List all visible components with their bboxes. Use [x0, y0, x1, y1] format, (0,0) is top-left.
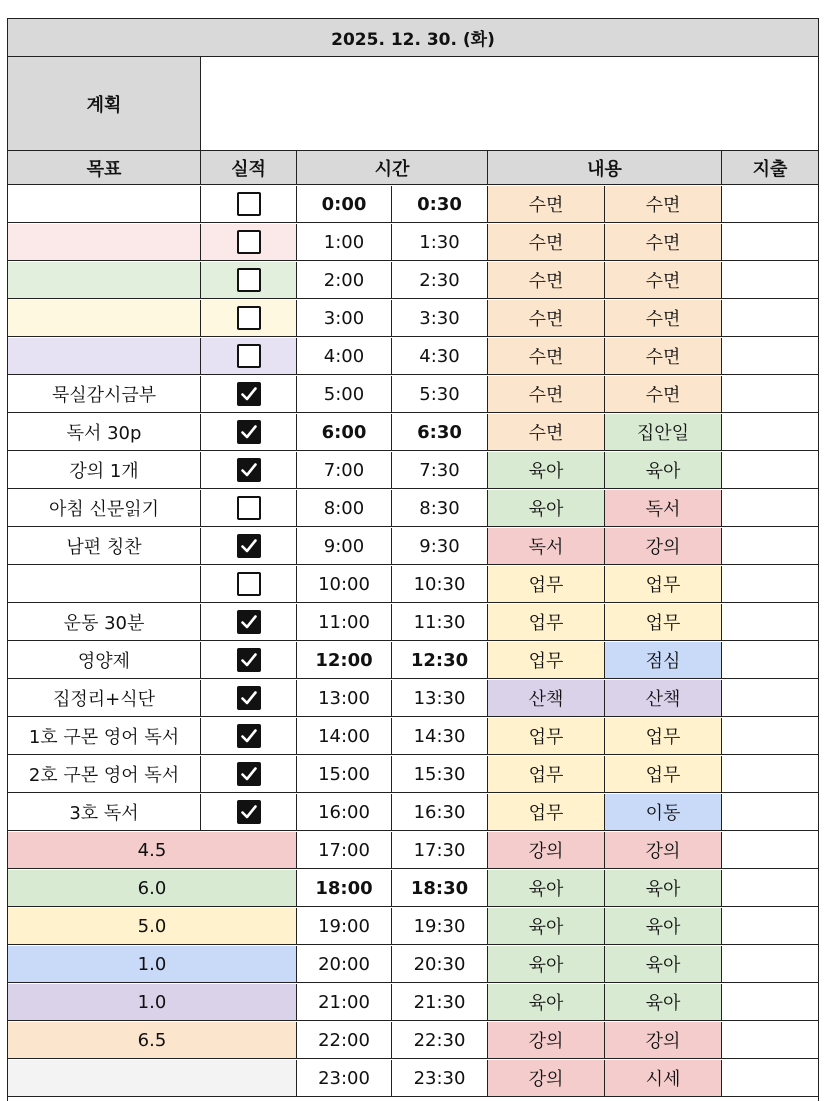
activity-cell-second[interactable]: 강의: [605, 528, 722, 564]
time-half-cell: 4:30: [392, 338, 488, 374]
expense-cell[interactable]: [722, 946, 818, 982]
expense-cell[interactable]: [722, 376, 818, 412]
schedule-row: [8, 262, 818, 299]
schedule-row: [8, 718, 818, 755]
goal-cell[interactable]: 영양제: [8, 642, 201, 678]
activity-cell-first[interactable]: 업무: [488, 756, 605, 792]
checked-checkbox[interactable]: [237, 686, 261, 710]
schedule-row: [8, 794, 818, 831]
expense-cell[interactable]: [722, 680, 818, 716]
expense-cell[interactable]: [722, 528, 818, 564]
activity-cell-first[interactable]: 산책: [488, 680, 605, 716]
checked-checkbox[interactable]: [237, 762, 261, 786]
goal-cell[interactable]: [8, 566, 201, 602]
result-column-header: 실적: [201, 151, 297, 185]
time-start-cell: 9:00: [297, 528, 392, 564]
activity-cell-second[interactable]: 강의: [605, 1022, 722, 1058]
date-header: 2025. 12. 30. (화): [8, 19, 818, 57]
schedule-row: [8, 414, 818, 451]
goal-cell[interactable]: 아침 신문읽기: [8, 490, 201, 526]
checked-checkbox[interactable]: [237, 724, 261, 748]
expense-column-header: 지출: [722, 151, 818, 185]
schedule-row: [8, 528, 818, 565]
expense-cell[interactable]: [722, 642, 818, 678]
activity-cell-first[interactable]: 업무: [488, 604, 605, 640]
result-cell: [201, 262, 297, 298]
result-cell: [201, 604, 297, 640]
time-half-cell: 7:30: [392, 452, 488, 488]
time-column-header: 시간: [297, 151, 488, 185]
unchecked-checkbox[interactable]: [237, 496, 261, 520]
result-cell: [201, 756, 297, 792]
category-hours-cell: 4.5: [8, 832, 297, 868]
time-half-cell: 13:30: [392, 680, 488, 716]
activity-cell-second[interactable]: 수면: [605, 300, 722, 336]
schedule-row: [8, 338, 818, 375]
activity-cell-second[interactable]: 이동: [605, 794, 722, 830]
time-start-cell: 13:00: [297, 680, 392, 716]
time-half-cell: 17:30: [392, 832, 488, 868]
result-cell: [201, 338, 297, 374]
activity-cell-first[interactable]: 업무: [488, 566, 605, 602]
activity-cell-second[interactable]: 시세: [605, 1060, 722, 1096]
plan-label: 계획: [8, 57, 201, 151]
activity-cell-second[interactable]: 강의: [605, 832, 722, 868]
schedule-row: [8, 756, 818, 793]
activity-cell-second[interactable]: 업무: [605, 604, 722, 640]
summary-row: [8, 832, 818, 869]
goal-cell[interactable]: 3호 독서: [8, 794, 201, 830]
checked-checkbox[interactable]: [237, 420, 261, 444]
result-cell: [201, 680, 297, 716]
expense-cell[interactable]: [722, 1060, 818, 1096]
time-half-cell: 23:30: [392, 1060, 488, 1096]
time-start-cell: 17:00: [297, 832, 392, 868]
activity-cell-first[interactable]: 강의: [488, 832, 605, 868]
activity-cell-first[interactable]: 수면: [488, 186, 605, 222]
activity-cell-second[interactable]: 산책: [605, 680, 722, 716]
activity-cell-second[interactable]: 업무: [605, 756, 722, 792]
activity-cell-first[interactable]: 수면: [488, 224, 605, 260]
summary-row: [8, 1022, 818, 1059]
goal-cell[interactable]: [8, 186, 201, 222]
time-half-cell: 3:30: [392, 300, 488, 336]
schedule-row: [8, 224, 818, 261]
result-cell: [201, 300, 297, 336]
activity-cell-first[interactable]: 육아: [488, 452, 605, 488]
expense-cell[interactable]: [722, 490, 818, 526]
checked-checkbox[interactable]: [237, 458, 261, 482]
checked-checkbox[interactable]: [237, 648, 261, 672]
expense-cell[interactable]: [722, 756, 818, 792]
activity-cell-first[interactable]: 업무: [488, 642, 605, 678]
time-start-cell: 11:00: [297, 604, 392, 640]
schedule-row: [8, 680, 818, 717]
activity-cell-second[interactable]: 육아: [605, 984, 722, 1020]
schedule-row: [8, 566, 818, 603]
expense-cell[interactable]: [722, 186, 818, 222]
time-start-cell: 21:00: [297, 984, 392, 1020]
activity-cell-second[interactable]: 수면: [605, 338, 722, 374]
expense-cell[interactable]: [722, 262, 818, 298]
activity-cell-second[interactable]: 독서: [605, 490, 722, 526]
category-hours-cell: 1.0: [8, 946, 297, 982]
goal-cell[interactable]: 독서 30p: [8, 414, 201, 450]
activity-cell-first[interactable]: 육아: [488, 908, 605, 944]
time-half-cell: 1:30: [392, 224, 488, 260]
result-cell: [201, 376, 297, 412]
goal-cell[interactable]: 운동 30분: [8, 604, 201, 640]
expense-cell[interactable]: [722, 566, 818, 602]
expense-cell[interactable]: [722, 224, 818, 260]
unchecked-checkbox[interactable]: [237, 572, 261, 596]
time-half-cell: 9:30: [392, 528, 488, 564]
time-half-cell: 5:30: [392, 376, 488, 412]
time-start-cell: 8:00: [297, 490, 392, 526]
activity-cell-second[interactable]: 수면: [605, 224, 722, 260]
activity-cell-first[interactable]: 수면: [488, 338, 605, 374]
category-hours-cell: 5.0: [8, 908, 297, 944]
activity-cell-second[interactable]: 육아: [605, 908, 722, 944]
time-half-cell: 18:30: [392, 870, 488, 906]
goal-cell[interactable]: 묵실감시금부: [8, 376, 201, 412]
result-cell: [201, 642, 297, 678]
unchecked-checkbox[interactable]: [237, 230, 261, 254]
activity-cell-first[interactable]: 육아: [488, 946, 605, 982]
category-hours-cell: [8, 1060, 297, 1096]
schedule-row: [8, 490, 818, 527]
time-half-cell: 11:30: [392, 604, 488, 640]
time-start-cell: 5:00: [297, 376, 392, 412]
activity-cell-second[interactable]: 업무: [605, 566, 722, 602]
expense-cell[interactable]: [722, 300, 818, 336]
time-half-cell: 21:30: [392, 984, 488, 1020]
summary-row: [8, 870, 818, 907]
schedule-row: [8, 642, 818, 679]
activity-cell-second[interactable]: 육아: [605, 870, 722, 906]
activity-cell-second[interactable]: 수면: [605, 262, 722, 298]
time-start-cell: 22:00: [297, 1022, 392, 1058]
time-start-cell: 14:00: [297, 718, 392, 754]
time-half-cell: 16:30: [392, 794, 488, 830]
time-half-cell: 12:30: [392, 642, 488, 678]
summary-row: [8, 946, 818, 983]
time-start-cell: 1:00: [297, 224, 392, 260]
result-cell: [201, 718, 297, 754]
time-start-cell: 16:00: [297, 794, 392, 830]
time-half-cell: 20:30: [392, 946, 488, 982]
time-start-cell: 12:00: [297, 642, 392, 678]
activity-cell-second[interactable]: 육아: [605, 452, 722, 488]
expense-cell[interactable]: [722, 604, 818, 640]
checked-checkbox[interactable]: [237, 382, 261, 406]
activity-cell-first[interactable]: 육아: [488, 870, 605, 906]
expense-cell[interactable]: [722, 718, 818, 754]
category-hours-cell: 6.0: [8, 870, 297, 906]
time-half-cell: 15:30: [392, 756, 488, 792]
activity-cell-first[interactable]: 육아: [488, 984, 605, 1020]
goal-column-header: 목표: [8, 151, 201, 185]
time-start-cell: 18:00: [297, 870, 392, 906]
time-half-cell: 0:30: [392, 186, 488, 222]
category-hours-cell: 6.5: [8, 1022, 297, 1058]
result-cell: [201, 794, 297, 830]
result-cell: [201, 452, 297, 488]
time-half-cell: 22:30: [392, 1022, 488, 1058]
goal-cell[interactable]: 강의 1개: [8, 452, 201, 488]
time-start-cell: 4:00: [297, 338, 392, 374]
activity-cell-second[interactable]: 수면: [605, 376, 722, 412]
activity-cell-first[interactable]: 업무: [488, 718, 605, 754]
activity-cell-first[interactable]: 업무: [488, 794, 605, 830]
unchecked-checkbox[interactable]: [237, 306, 261, 330]
activity-cell-first[interactable]: 강의: [488, 1060, 605, 1096]
result-cell: [201, 490, 297, 526]
schedule-row: [8, 300, 818, 337]
daily-planner-sheet: [7, 18, 819, 1101]
time-half-cell: 8:30: [392, 490, 488, 526]
result-cell: [201, 528, 297, 564]
goal-cell[interactable]: [8, 338, 201, 374]
expense-cell[interactable]: [722, 1022, 818, 1058]
expense-cell[interactable]: [722, 452, 818, 488]
time-start-cell: 20:00: [297, 946, 392, 982]
result-cell: [201, 186, 297, 222]
result-cell: [201, 566, 297, 602]
activity-cell-first[interactable]: 수면: [488, 300, 605, 336]
goal-cell[interactable]: 1호 구몬 영어 독서: [8, 718, 201, 754]
time-half-cell: 10:30: [392, 566, 488, 602]
activity-cell-second[interactable]: 점심: [605, 642, 722, 678]
expense-cell[interactable]: [722, 870, 818, 906]
activity-cell-second[interactable]: 업무: [605, 718, 722, 754]
time-start-cell: 23:00: [297, 1060, 392, 1096]
expense-cell[interactable]: [722, 414, 818, 450]
time-start-cell: 19:00: [297, 908, 392, 944]
time-start-cell: 2:00: [297, 262, 392, 298]
expense-cell[interactable]: [722, 908, 818, 944]
activity-cell-second[interactable]: 집안일: [605, 414, 722, 450]
time-start-cell: 0:00: [297, 186, 392, 222]
time-half-cell: 19:30: [392, 908, 488, 944]
schedule-row: [8, 186, 818, 223]
activity-cell-first[interactable]: 독서: [488, 528, 605, 564]
expense-cell[interactable]: [722, 984, 818, 1020]
checked-checkbox[interactable]: [237, 800, 261, 824]
checked-checkbox[interactable]: [237, 610, 261, 634]
expense-cell[interactable]: [722, 832, 818, 868]
activity-cell-first[interactable]: 강의: [488, 1022, 605, 1058]
time-half-cell: 6:30: [392, 414, 488, 450]
category-hours-cell: 1.0: [8, 984, 297, 1020]
schedule-row: [8, 452, 818, 489]
unchecked-checkbox[interactable]: [237, 344, 261, 368]
schedule-row: [8, 376, 818, 413]
goal-cell[interactable]: 2호 구몬 영어 독서: [8, 756, 201, 792]
expense-cell[interactable]: [722, 338, 818, 374]
time-half-cell: 2:30: [392, 262, 488, 298]
time-start-cell: 10:00: [297, 566, 392, 602]
content-column-header: 내용: [488, 151, 722, 185]
time-start-cell: 6:00: [297, 414, 392, 450]
time-start-cell: 7:00: [297, 452, 392, 488]
goal-cell[interactable]: [8, 300, 201, 336]
summary-row: [8, 984, 818, 1021]
unchecked-checkbox[interactable]: [237, 268, 261, 292]
schedule-row: [8, 604, 818, 641]
result-cell: [201, 224, 297, 260]
activity-cell-first[interactable]: 수면: [488, 262, 605, 298]
checked-checkbox[interactable]: [237, 534, 261, 558]
time-start-cell: 15:00: [297, 756, 392, 792]
goal-cell[interactable]: 집정리+식단: [8, 680, 201, 716]
expense-cell[interactable]: [722, 794, 818, 830]
activity-cell-first[interactable]: 수면: [488, 414, 605, 450]
summary-row: [8, 908, 818, 945]
plan-content-cell[interactable]: [201, 57, 818, 151]
activity-cell-second[interactable]: 육아: [605, 946, 722, 982]
time-half-cell: 14:30: [392, 718, 488, 754]
activity-cell-first[interactable]: 육아: [488, 490, 605, 526]
summary-row: [8, 1060, 818, 1097]
goal-cell[interactable]: [8, 224, 201, 260]
unchecked-checkbox[interactable]: [237, 192, 261, 216]
activity-cell-second[interactable]: 수면: [605, 186, 722, 222]
activity-cell-first[interactable]: 수면: [488, 376, 605, 412]
result-cell: [201, 414, 297, 450]
goal-cell[interactable]: 남편 칭찬: [8, 528, 201, 564]
time-start-cell: 3:00: [297, 300, 392, 336]
goal-cell[interactable]: [8, 262, 201, 298]
